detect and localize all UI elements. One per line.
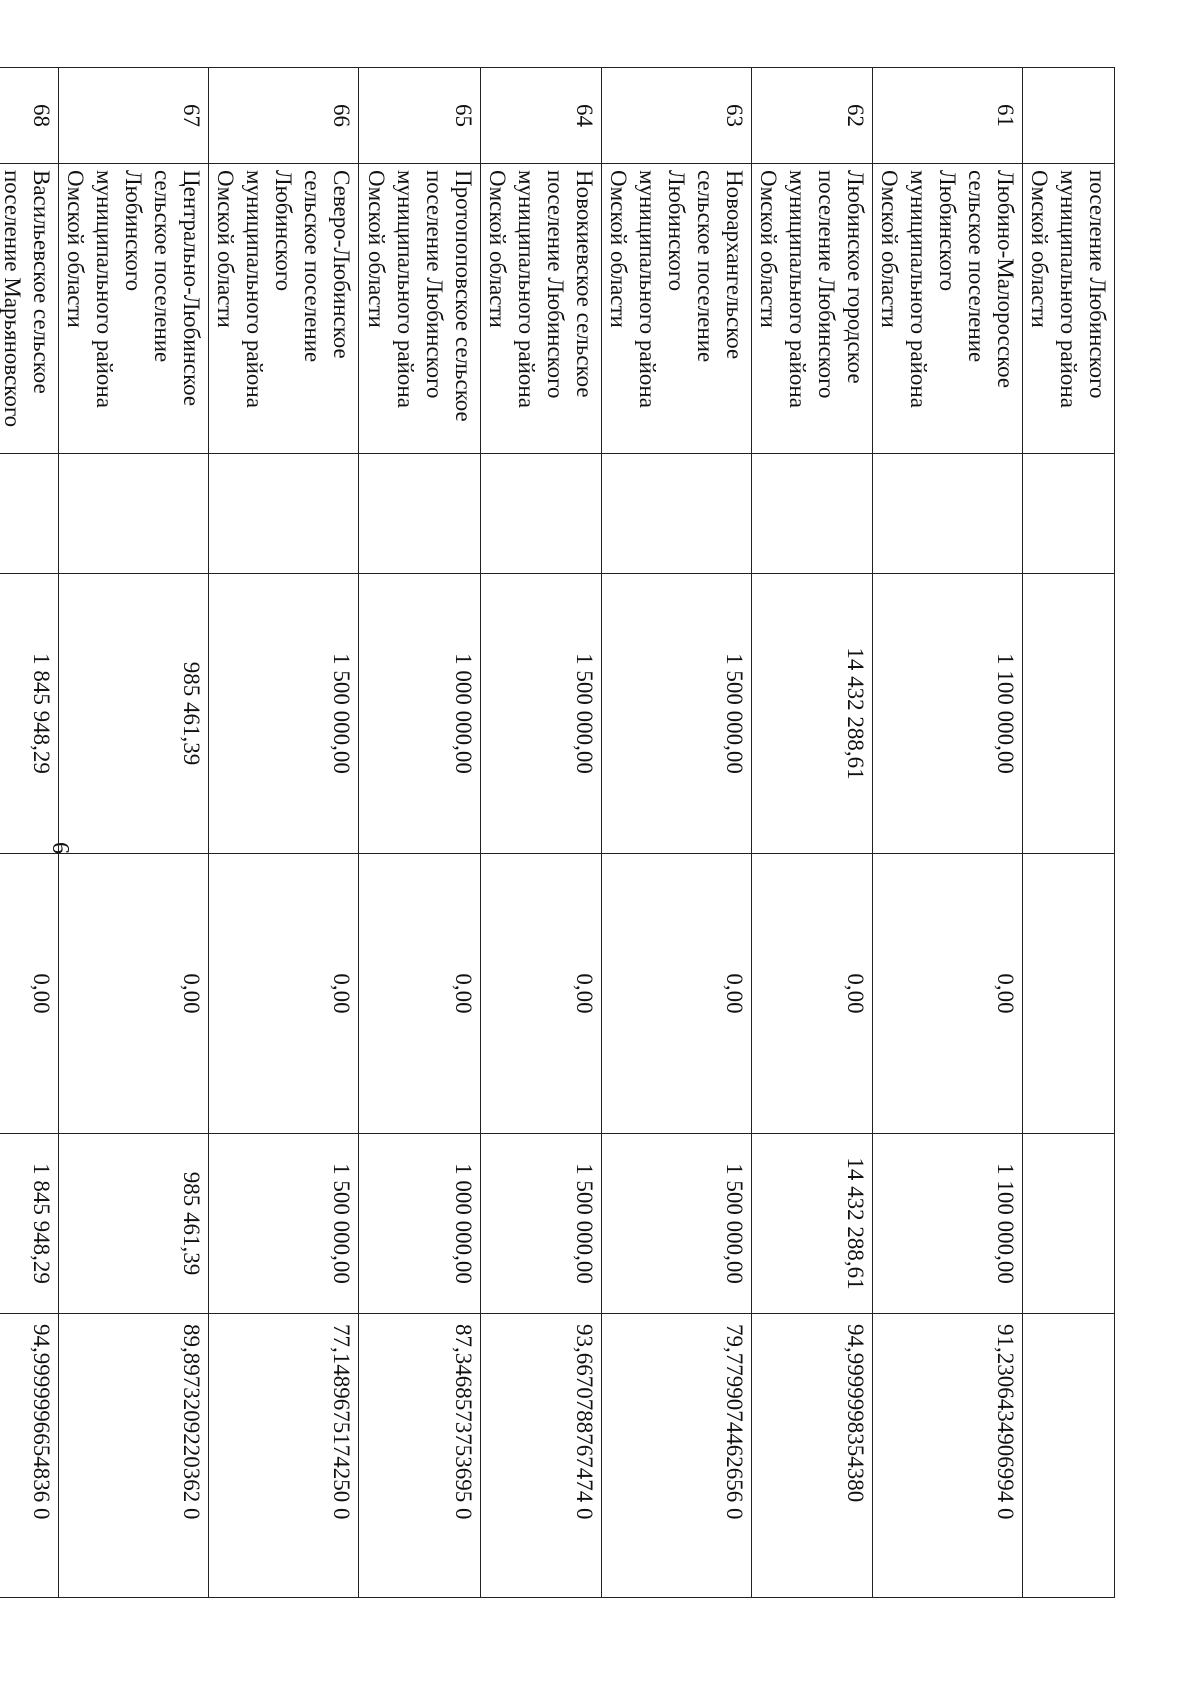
table-row [602,68,752,1598]
zero-cell [1023,854,1115,1134]
zero-cell: 0,00 [359,854,481,1134]
settlement-name: Северо-Любинское сельское поселение Любинского муниципального района Омской области [209,164,359,454]
zero-cell: 0,00 [602,854,752,1134]
total-cell: 1 500 000,00 [602,1134,752,1314]
row-number: 66 [209,68,359,164]
blank-cell [602,454,752,574]
table-row [209,68,359,1598]
total-cell: 985 461,39 [59,1134,209,1314]
row-number: 61 [873,68,1023,164]
total-cell: 1 845 948,29 [0,1134,59,1314]
amount-cell: 1 500 000,00 [602,574,752,854]
total-cell: 1 500 000,00 [209,1134,359,1314]
row-number: 68 [0,68,59,164]
table-row [0,68,59,1598]
blank-cell [359,454,481,574]
amount-cell [1023,574,1115,854]
amount-cell: 1 100 000,00 [873,574,1023,854]
percent-cell: 94,9999996654836 0 [0,1314,59,1598]
row-number: 63 [602,68,752,164]
row-number [1023,68,1115,164]
percent-cell [1023,1314,1115,1598]
amount-cell: 1 500 000,00 [209,574,359,854]
blank-cell [752,454,873,574]
percent-cell: 93,6670788767474 0 [481,1314,602,1598]
total-cell: 1 100 000,00 [873,1134,1023,1314]
total-cell [1023,1134,1115,1314]
percent-cell: 91,2306434906994 0 [873,1314,1023,1598]
blank-cell [209,454,359,574]
settlement-name: Протопоповское сельское поселение Любинского муниципального района Омской области [359,164,481,454]
blank-cell [481,454,602,574]
total-cell: 1 000 000,00 [359,1134,481,1314]
blank-cell [873,454,1023,574]
row-number: 64 [481,68,602,164]
total-cell: 14 432 288,61 [752,1134,873,1314]
page-number: 6 [47,842,73,854]
settlement-name: поселение Любинского муниципального района Омской области [1023,164,1115,454]
percent-cell: 94,9999998354380 [752,1314,873,1598]
amount-cell: 14 432 288,61 [752,574,873,854]
row-number: 67 [59,68,209,164]
amount-cell: 1 000 000,00 [359,574,481,854]
settlement-name: Центрально-Любинское сельское поселение Любинского муниципального района Омской области [59,164,209,454]
blank-cell [0,454,59,574]
table-row [359,68,481,1598]
data-table [0,67,1115,1598]
settlement-name: Васильевское сельское поселение Марьяновского [0,164,59,454]
settlement-name: Новокиевское сельское поселение Любинского муниципального района Омской области [481,164,602,454]
percent-cell: 77,1489675174250 0 [209,1314,359,1598]
table-row [59,68,209,1598]
zero-cell: 0,00 [209,854,359,1134]
settlement-name: Новоархангельское сельское поселение Любинского муниципального района Омской области [602,164,752,454]
total-cell: 1 500 000,00 [481,1134,602,1314]
amount-cell: 985 461,39 [59,574,209,854]
settlement-name: Любино-Малоросское сельское поселение Любинского муниципального района Омской области [873,164,1023,454]
percent-cell: 87,3468573753695 0 [359,1314,481,1598]
zero-cell: 0,00 [481,854,602,1134]
zero-cell: 0,00 [0,854,59,1134]
percent-cell: 89,8973209220362 0 [59,1314,209,1598]
blank-cell [1023,454,1115,574]
percent-cell: 79,7799074462656 0 [602,1314,752,1598]
row-number: 65 [359,68,481,164]
zero-cell: 0,00 [59,854,209,1134]
table-row [481,68,602,1598]
table-row [752,68,873,1598]
amount-cell: 1 500 000,00 [481,574,602,854]
amount-cell: 1 845 948,29 [0,574,59,854]
settlement-name: Любинское городское поселение Любинского муниципального района Омской области [752,164,873,454]
blank-cell [59,454,209,574]
table-row [1023,68,1115,1598]
table-row [873,68,1023,1598]
row-number: 62 [752,68,873,164]
zero-cell: 0,00 [873,854,1023,1134]
zero-cell: 0,00 [752,854,873,1134]
